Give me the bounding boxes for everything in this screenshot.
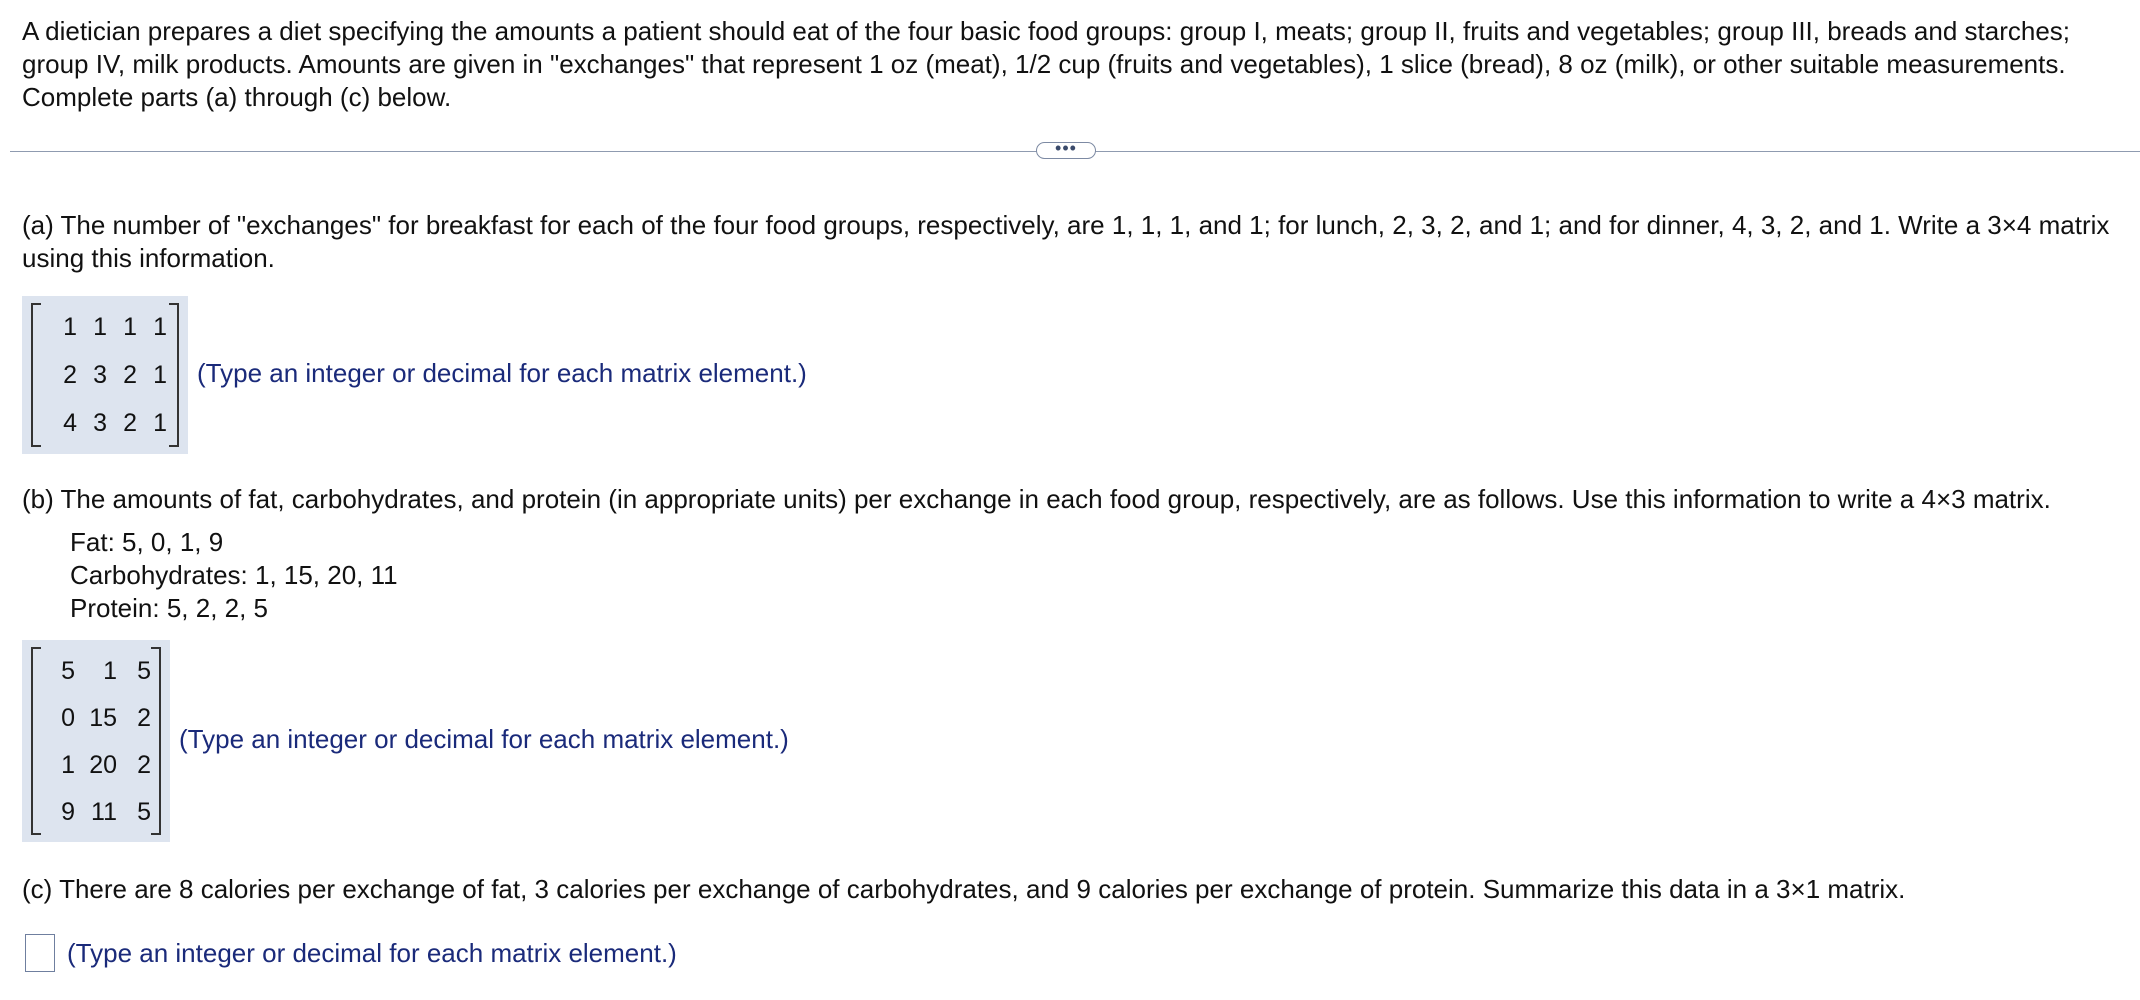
matrix-cell[interactable]: 11 [91,797,117,826]
part-a-hint: (Type an integer or decimal for each matrix element.) [197,358,807,388]
carbohydrates-values: Carbohydrates: 1, 15, 20, 11 [70,560,398,590]
matrix-cell[interactable]: 4 [63,409,77,437]
matrix-cell[interactable]: 1 [61,750,75,779]
matrix-cell[interactable]: 1 [63,313,77,341]
protein-values: Protein: 5, 2, 2, 5 [70,593,269,623]
matrix-cell[interactable]: 1 [153,313,167,341]
matrix-cell[interactable]: 0 [61,703,75,732]
matrix-cell[interactable]: 2 [123,361,137,389]
matrix-cell[interactable]: 1 [123,313,137,341]
part-a-matrix-answer[interactable] [22,296,188,454]
matrix-cell[interactable]: 5 [137,656,151,685]
part-c-hint: (Type an integer or decimal for each matrix element.) [67,938,677,968]
part-b-data-list [70,526,398,625]
matrix-cell[interactable]: 3 [93,361,107,389]
matrix-cell[interactable]: 1 [153,409,167,437]
matrix-cell[interactable]: 2 [123,409,137,437]
fat-values: Fat: 5, 0, 1, 9 [70,527,224,557]
part-a-question: (a) The number of "exchanges" for breakfast for each of the four food groups, respectively, are 1, 1, 1, and 1; for lunch, 2, 3, 2, and 1; and for dinner, 4, 3, 2, and 1. Write a 3×4 matrix using this information. [22,210,2110,273]
matrix-cell[interactable]: 5 [61,656,75,685]
part-a-matrix-grid [31,303,179,447]
matrix-cell[interactable]: 5 [137,797,151,826]
part-b-hint: (Type an integer or decimal for each matrix element.) [179,724,789,754]
matrix-cell[interactable]: 2 [63,361,77,389]
part-c-answer-input[interactable] [25,934,55,972]
matrix-cell[interactable]: 1 [153,361,167,389]
part-b-matrix-answer[interactable] [22,640,170,842]
part-b-matrix-grid [31,647,161,835]
matrix-cell[interactable]: 2 [137,703,151,732]
matrix-cell[interactable]: 1 [93,313,107,341]
matrix-cell[interactable]: 2 [137,750,151,779]
show-more-button[interactable]: ••• [1036,142,1096,159]
problem-intro: A dietician prepares a diet specifying the amounts a patient should eat of the four basic food groups: group I, meats; group II, fruits and vegetables; group III, breads and starches; group IV, milk products. Amounts are given in "exchanges" that represent 1 oz (meat), 1/2 cup (fruits and vegetables), 1 slice (bread), 8 oz (milk), or other suitable measurements. Complete parts (a) through (c) below. [22,16,2071,112]
part-c-question: (c) There are 8 calories per exchange of fat, 3 calories per exchange of carbohydrates, and 9 calories per exchange of protein. Summarize this data in a 3×1 matrix. [22,874,1906,904]
matrix-cell[interactable]: 9 [61,797,75,826]
matrix-cell[interactable]: 3 [93,409,107,437]
matrix-cell[interactable]: 20 [89,750,117,779]
matrix-cell[interactable]: 15 [89,703,117,732]
part-b-question: (b) The amounts of fat, carbohydrates, and protein (in appropriate units) per exchange in each food group, respectively, are as follows. Use this information to write a 4×3 matrix. [22,484,2051,514]
matrix-cell[interactable]: 1 [103,656,117,685]
